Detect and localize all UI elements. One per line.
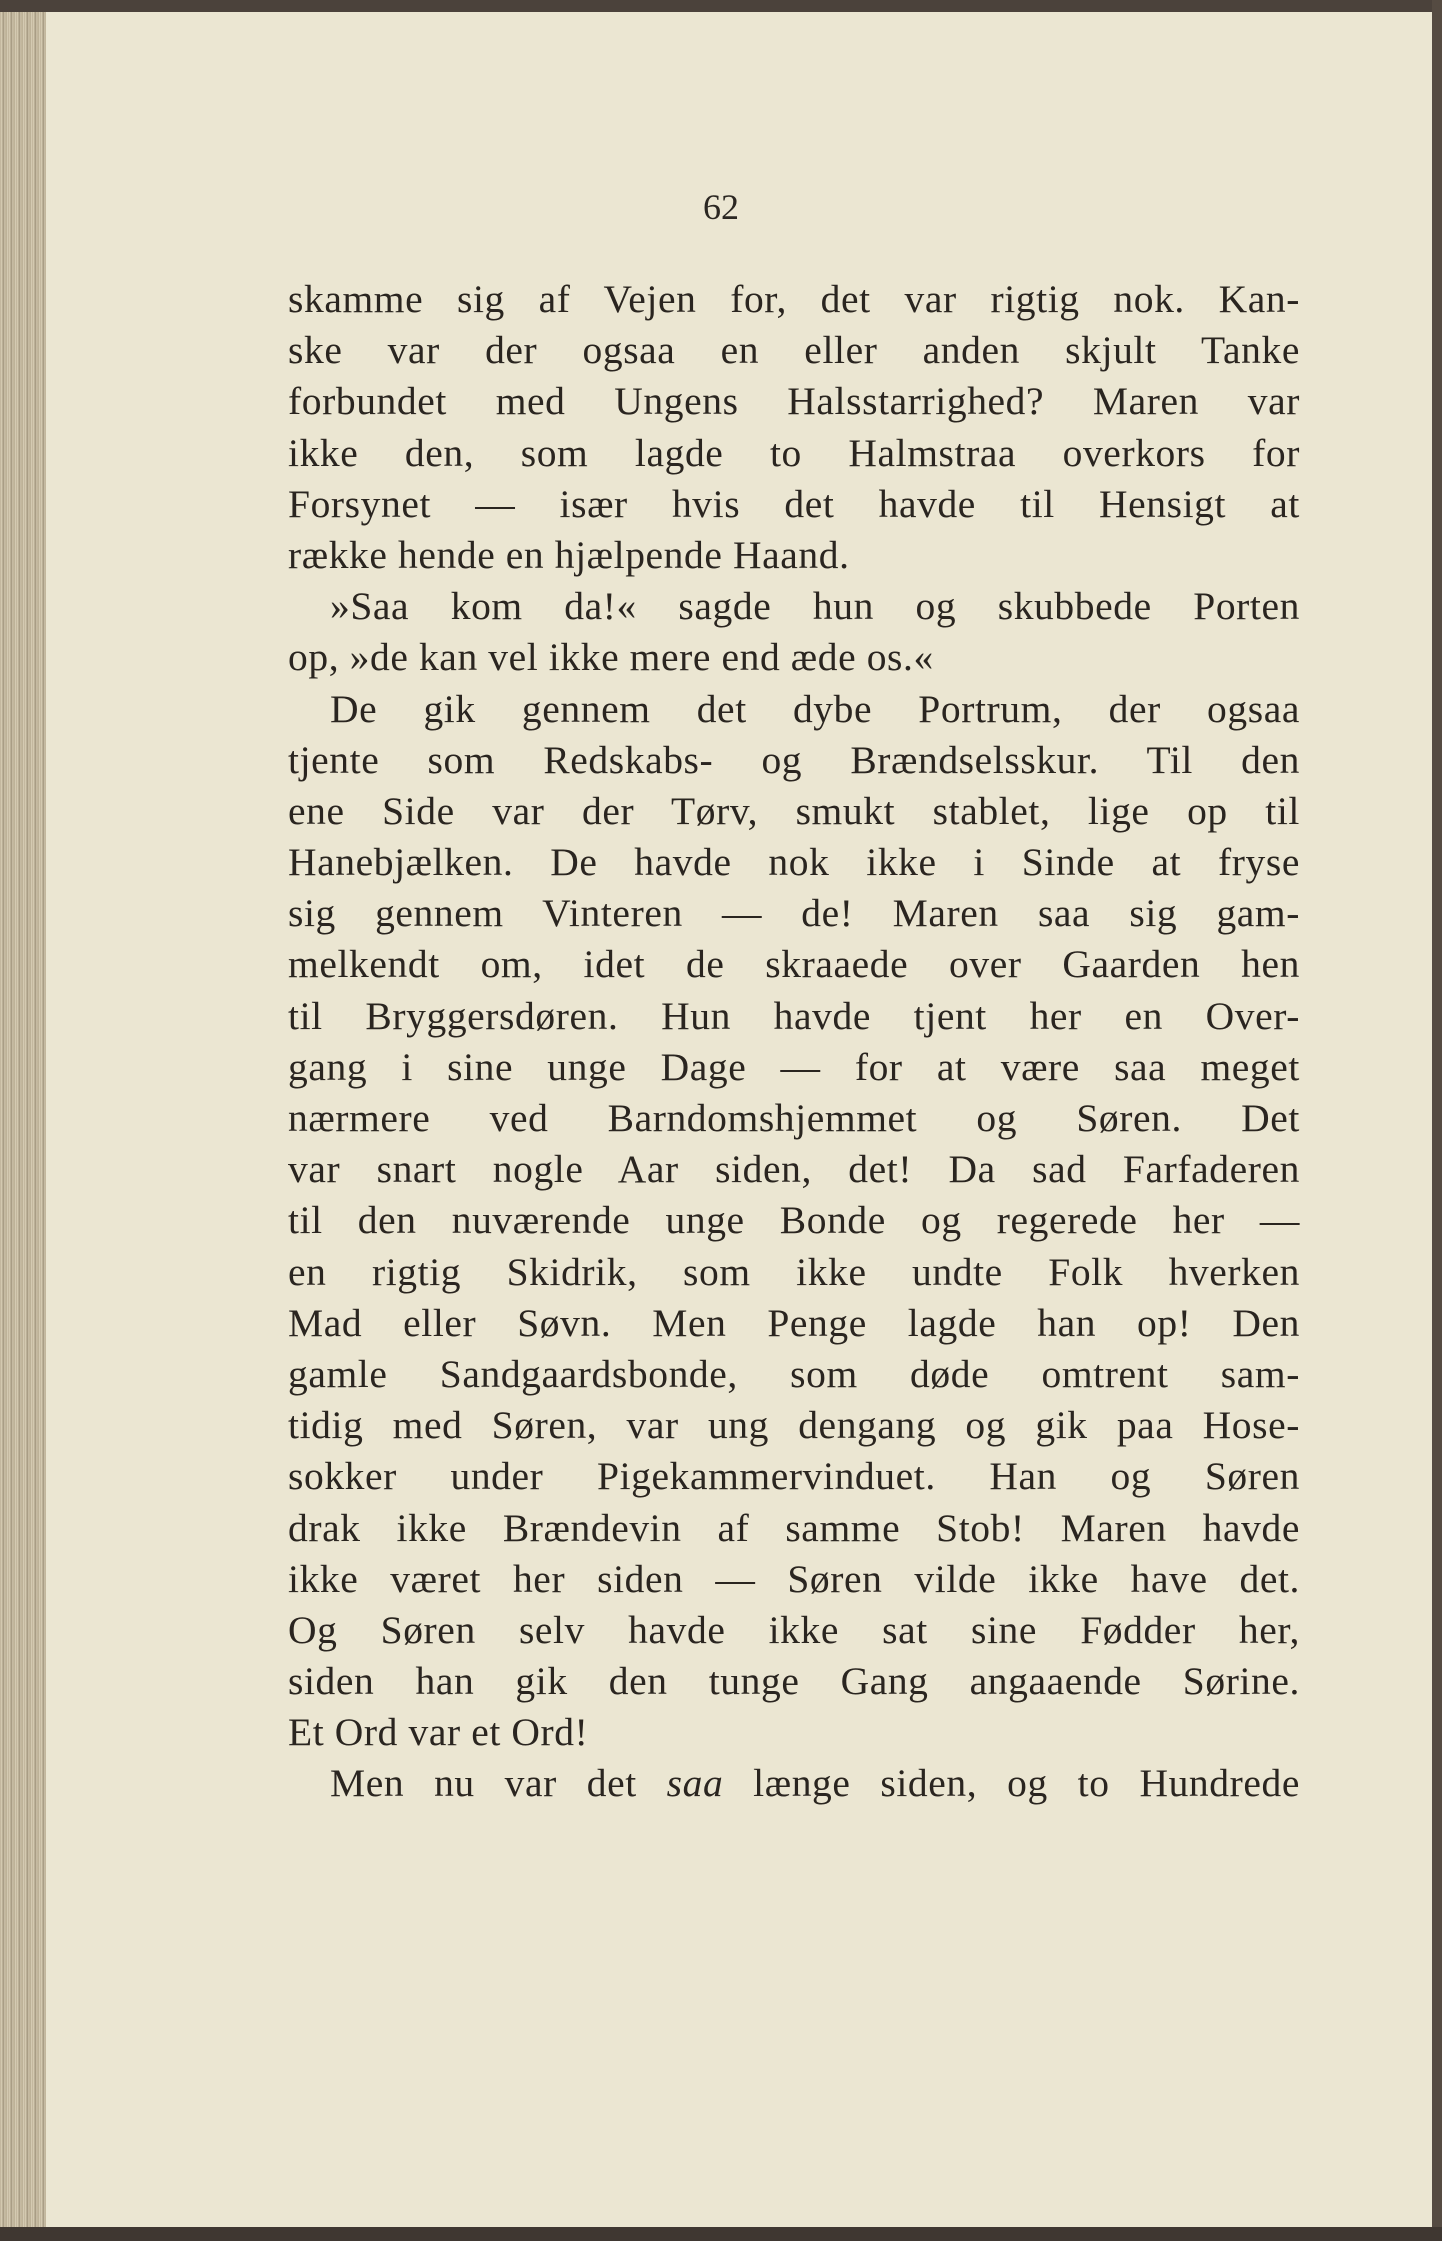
- text-line: række hende en hjælpende Haand.: [288, 532, 850, 577]
- text-line: ikke været her siden — Søren vilde ikke have det.: [288, 1556, 1300, 1601]
- text-line: Og Søren selv havde ikke sat sine Fødder her,: [288, 1607, 1300, 1652]
- text-line: Et Ord var et Ord!: [288, 1710, 589, 1755]
- text-line: ikke den, som lagde to Halmstraa overkors for: [288, 430, 1300, 475]
- text-line: Men nu var det saa længe siden, og to Hundrede: [330, 1761, 1300, 1806]
- scan-bottom-border: [0, 2227, 1442, 2241]
- text-line: en rigtig Skidrik, som ikke undte Folk hverken: [288, 1249, 1300, 1294]
- text-line: Forsynet — især hvis det havde til Hensigt at: [288, 481, 1300, 526]
- text-line: tjente som Redskabs- og Brændselsskur. Til den: [288, 737, 1300, 782]
- text-line: melkendt om, idet de skraaede over Gaarden hen: [288, 942, 1300, 987]
- text-line: »Saa kom da!« sagde hun og skubbede Porten: [330, 584, 1300, 629]
- text-line: sokker under Pigekammervinduet. Han og Søren: [288, 1454, 1300, 1499]
- text-line: tidig med Søren, var ung dengang og gik paa Hose-: [288, 1403, 1300, 1448]
- scan-right-border: [1432, 0, 1442, 2241]
- text-line: til Bryggersdøren. Hun havde tjent her en Over-: [288, 993, 1300, 1038]
- body-text: [288, 274, 1300, 1810]
- text-line: forbundet med Ungens Halsstarrighed? Maren var: [288, 379, 1300, 424]
- emphasis-word: saa: [666, 1761, 724, 1806]
- text-line: sig gennem Vinteren — de! Maren saa sig gam-: [288, 891, 1300, 936]
- page-edge-stack: [0, 0, 46, 2241]
- text-line: ene Side var der Tørv, smukt stablet, lige op til: [288, 788, 1300, 833]
- text-line: skamme sig af Vejen for, det var rigtig nok. Kan-: [288, 277, 1300, 321]
- scan-top-border: [0, 0, 1442, 12]
- text-line: var snart nogle Aar siden, det! Da sad Farfaderen: [288, 1147, 1300, 1192]
- text-line: drak ikke Brændevin af samme Stob! Maren havde: [288, 1505, 1300, 1550]
- text-line: ske var der ogsaa en eller anden skjult Tanke: [288, 328, 1300, 373]
- text-line: Hanebjælken. De havde nok ikke i Sinde at fryse: [288, 840, 1300, 885]
- text-line: De gik gennem det dybe Portrum, der ogsaa: [330, 686, 1300, 731]
- text-line: op, »de kan vel ikke mere end æde os.«: [288, 635, 934, 680]
- text-line: siden han gik den tunge Gang angaaende Sørine.: [288, 1659, 1300, 1704]
- text-line: gang i sine unge Dage — for at være saa meget: [288, 1044, 1300, 1089]
- text-line: Mad eller Søvn. Men Penge lagde han op! Den: [288, 1300, 1300, 1345]
- text-line: til den nuværende unge Bonde og regerede her —: [288, 1198, 1300, 1243]
- text-line: gamle Sandgaardsbonde, som døde omtrent sam-: [288, 1351, 1300, 1396]
- page-number: 62: [703, 187, 739, 227]
- text-line: nærmere ved Barndomshjemmet og Søren. Det: [288, 1096, 1300, 1140]
